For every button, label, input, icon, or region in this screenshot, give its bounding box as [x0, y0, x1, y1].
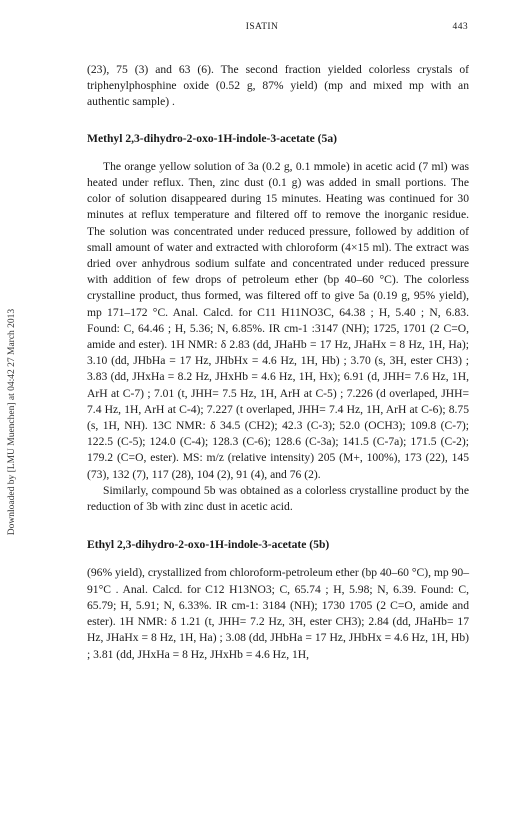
- section-5a-procedure: The orange yellow solution of 3a (0.2 g, 0.1 mmole) in acetic acid (7 ml) was heated under reflux. Then, zinc dust (0.1 g) was added in small portions. The color of solution disappeared during 15 minutes. Heating was continued for 30 minutes at reflux temperature and filtered off to remove the inorganic residue. The solution was concentrated under reduced pressure, followed by addition of small amount of water and extracted with chloroform (4×15 ml). The extract was dried over anhydrous sodium sulfate and concentrated under reduced pressure with addition of few drops of petroleum ether (bp 40–60 °C). The colorless crystalline product, thus formed, was filtered off to give 5a (0.19 g, 95% yield), mp 171–172 °C. Anal. Calcd. for C11 H11NO3C, 64.38 ; H, 5.40 ; N, 6.83. Found: C, 64.46 ; H, 5.36; N, 6.85%. IR cm-1 :3147 (NH); 1725, 1701 (2 C=O, amide and ester). 1H NMR: δ 2.83 (dd, JHaHb = 17 Hz, JHaHx = 8 Hz, 1H, Ha); 3.10 (dd, JHbHa = 17 Hz, JHbHx = 4.6 Hz, 1H, Hb) ; 3.70 (s, 3H, ester CH3) ; 3.83 (dd, JHxHa = 8.2 Hz, JHxHb = 4.6 Hz, 1H, Hx); 6.91 (d, JHH= 7.6 Hz, 1H, ArH at C-7) ; 7.01 (t, JHH= 7.5 Hz, 1H, ArH at C-5) ; 7.226 (d overlaped, JHH= 7.4 Hz, 1H, ArH at C-4); 7.227 (t overlaped, JHH= 7.4 Hz, 1H, ArH at C-6); 8.75 (s, 1H, NH). 13C NMR: δ 34.5 (CH2); 42.3 (C-3); 52.0 (OCH3); 109.8 (C-7); 122.5 (C-5); 124.0 (C-4); 128.3 (C-6); 128.6 (C-3a); 141.5 (C-7a); 171.5 (C-2); 179.2 (C=O, ester). MS: m/z (relative intensity) 205 (M+, 100%), 173 (22), 145 (73), 132 (7), 117 (28), 104 (2), 91 (4), and 76 (2).: [87, 159, 469, 481]
- running-title: ISATIN: [245, 22, 279, 32]
- section-5a-note: Similarly, compound 5b was obtained as a colorless crystalline product by the reduction of 3b with zinc dust in acetic acid.: [87, 483, 469, 514]
- intro-paragraph: (23), 75 (3) and 63 (6). The second fraction yielded colorless crystals of triphenylphosphine oxide (0.52 g, 87% yield) (mp and mixed mp with an authentic sample) .: [87, 63, 469, 109]
- section-heading-5b: Ethyl 2,3-dihydro-2-oxo-1H-indole-3-acetate (5b): [87, 538, 330, 552]
- running-head: [0, 22, 524, 36]
- download-watermark-text: Downloaded by [LMU Muenchen] at 04:42 27 March 2013: [7, 308, 17, 536]
- section-heading-5a: Methyl 2,3-dihydro-2-oxo-1H-indole-3-acetate (5a): [87, 131, 337, 145]
- download-watermark: [4, 212, 20, 632]
- page-number: 443: [452, 22, 468, 32]
- article-body: [87, 62, 469, 663]
- section-5b-procedure: (96% yield), crystallized from chloroform-petroleum ether (bp 40–60 °C), mp 90–91°C . Anal. Calcd. for C12 H13NO3; C, 65.74 ; H, 5.98; N, 6.39. Found: C, 65.79; H, 5.91; N, 6.33%. IR cm-1: 3184 (NH); 1730 1705 (2 C=O, amide and ester). 1H NMR: δ 1.21 (t, JHH= 7.2 Hz, 3H, ester CH3); 2.84 (dd, JHaHb= 17 Hz, JHaHx = 8 Hz, 1H, Ha) ; 3.08 (dd, JHbHa = 17 Hz, JHbHx = 4.6 Hz, 1H, Hb) ; 3.81 (dd, JHxHa = 8 Hz, JHxHb = 4.6 Hz, 1H,: [87, 566, 469, 661]
